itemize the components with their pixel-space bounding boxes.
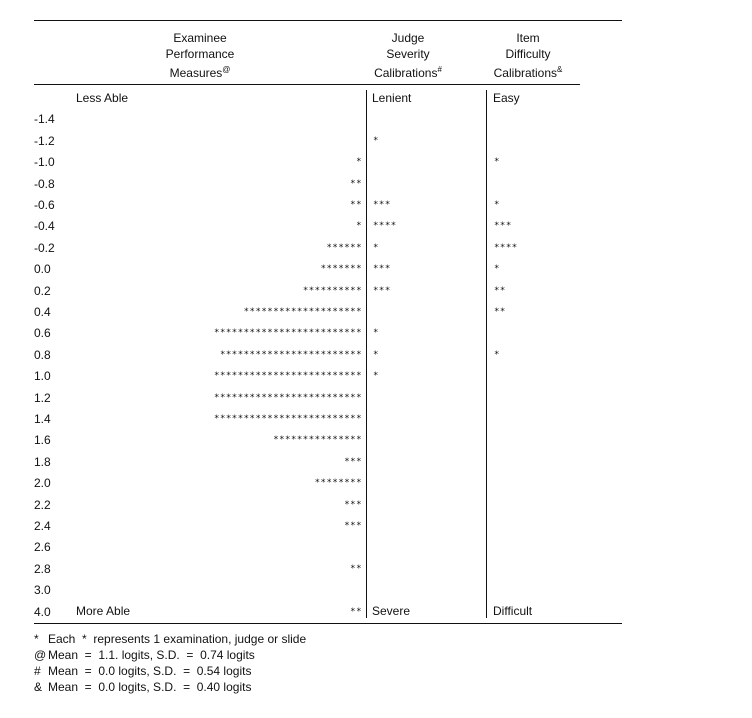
footnote-text: Mean = 0.0 logits, S.D. = 0.40 logits (48, 680, 252, 694)
map-row (0, 473, 752, 493)
logit-label: 2.0 (34, 476, 51, 491)
logit-label: -0.8 (34, 176, 55, 191)
item-header-line3: Calibrations (493, 66, 558, 80)
item-header-line2: Difficulty (505, 47, 551, 61)
examinee-stars: ** (350, 178, 362, 189)
judge-header-line2: Severity (386, 47, 430, 61)
logit-label: 0.8 (34, 347, 51, 362)
logit-label: -0.2 (34, 240, 55, 255)
footnote-symbol: # (34, 664, 41, 678)
judge-stars: *** (373, 285, 391, 296)
more-able-label: More Able (76, 604, 131, 618)
footnote-text: Mean = 1.1. logits, S.D. = 0.74 logits (48, 648, 255, 662)
item-stars: ** (494, 307, 506, 317)
item-footnote-mark: & (557, 65, 563, 74)
logit-label: 0.0 (34, 262, 51, 277)
examinee-stars: ************************* (214, 414, 362, 424)
logit-label: 4.0 (34, 604, 51, 619)
examinee-header-line2: Performance (165, 47, 235, 61)
footnote-text: Mean = 0.0 logits, S.D. = 0.54 logits (48, 664, 252, 678)
footnote-symbol: @ (34, 648, 47, 662)
item-header-line1: Item (516, 31, 540, 45)
item-stars: *** (494, 221, 512, 232)
map-row (0, 323, 752, 343)
map-row (0, 109, 752, 129)
item-stars: * (494, 157, 500, 168)
footnote-text: Each * represents 1 examination, judge or slide (48, 632, 307, 646)
logit-label: 1.6 (34, 433, 51, 448)
examinee-stars: ************************* (214, 328, 362, 339)
logit-label: -1.2 (34, 133, 55, 148)
map-row (0, 537, 752, 557)
less-able-label: Less Able (76, 91, 129, 105)
examinee-stars: ********** (302, 285, 362, 296)
easy-label: Easy (493, 91, 520, 105)
judge-stars: * (373, 328, 379, 339)
examinee-stars: ************************* (214, 371, 362, 382)
logit-label: -1.0 (34, 155, 55, 170)
footnote-line (34, 679, 306, 695)
map-row (0, 302, 752, 322)
examinee-stars: * (356, 221, 362, 232)
logit-label: 3.0 (34, 583, 51, 598)
logit-label: 2.4 (34, 519, 51, 533)
footnote-symbol: * (34, 632, 39, 646)
examinee-stars: * (356, 157, 362, 168)
logit-label: 2.6 (34, 540, 51, 555)
item-stars: * (494, 349, 500, 360)
logit-label: 2.8 (34, 561, 51, 576)
examinee-stars: ******************** (243, 307, 362, 317)
map-row (0, 216, 752, 236)
map-row (0, 281, 752, 301)
judge-header-line1: Judge (391, 31, 425, 45)
map-row (0, 366, 752, 386)
examinee-header-line3: Measures (169, 66, 223, 80)
map-row (0, 131, 752, 151)
map-row (0, 452, 752, 472)
severe-label: Severe (372, 604, 411, 618)
item-stars: * (494, 264, 500, 275)
examinee-stars: ****** (326, 242, 362, 253)
examinee-stars: *** (344, 456, 362, 467)
logit-label: -0.6 (34, 198, 55, 212)
map-row (0, 238, 752, 258)
judge-stars: * (373, 349, 379, 360)
footnote-line (34, 631, 306, 647)
logit-label: 0.4 (34, 305, 51, 319)
map-row (0, 495, 752, 515)
difficult-label: Difficult (493, 604, 533, 618)
examinee-stars: ************************ (219, 349, 362, 360)
judge-header-line3: Calibrations (374, 66, 438, 80)
logit-label: 1.0 (34, 369, 51, 384)
footnote-line (34, 663, 306, 679)
examinee-footnote-mark: @ (222, 65, 231, 74)
logit-label: 1.8 (34, 454, 51, 469)
lenient-label: Lenient (372, 91, 412, 105)
judge-stars: **** (373, 221, 397, 232)
logit-label: 1.2 (34, 390, 51, 405)
examinee-header-line1: Examinee (173, 31, 227, 45)
map-row (0, 580, 752, 600)
map-row (0, 259, 752, 279)
examinee-stars: ******** (314, 478, 362, 489)
examinee-stars: ** (350, 606, 362, 617)
footnotes (34, 631, 306, 695)
map-row (0, 516, 752, 536)
item-stars: **** (494, 242, 518, 253)
map-row (0, 409, 752, 429)
map-row (0, 152, 752, 172)
judge-stars: *** (373, 264, 391, 275)
map-row (0, 195, 752, 215)
footnote-line (34, 647, 306, 663)
logit-label: -0.4 (34, 219, 55, 234)
judge-stars: * (373, 135, 379, 146)
logit-label: 0.2 (34, 283, 51, 298)
map-row (0, 559, 752, 579)
item-stars: ** (494, 285, 506, 296)
judge-stars: *** (373, 200, 391, 210)
footnote-symbol: & (34, 680, 43, 694)
item-stars: * (494, 200, 500, 210)
examinee-stars: ************************* (214, 392, 362, 403)
examinee-stars: *** (344, 521, 362, 531)
map-row (0, 388, 752, 408)
judge-stars: * (373, 242, 379, 253)
examinee-stars: *************** (273, 435, 362, 446)
examinee-stars: ** (350, 563, 362, 574)
examinee-stars: *** (344, 499, 362, 510)
map-row (0, 174, 752, 194)
judge-stars: * (373, 371, 379, 382)
map-row (0, 345, 752, 365)
map-row (0, 430, 752, 450)
logit-label: 0.6 (34, 326, 51, 341)
logit-label: 1.4 (34, 412, 51, 426)
logit-label: -1.4 (34, 112, 55, 127)
logit-label: 2.2 (34, 497, 51, 512)
judge-footnote-mark: # (437, 65, 442, 74)
examinee-stars: ******* (320, 264, 362, 275)
examinee-stars: ** (350, 200, 362, 210)
